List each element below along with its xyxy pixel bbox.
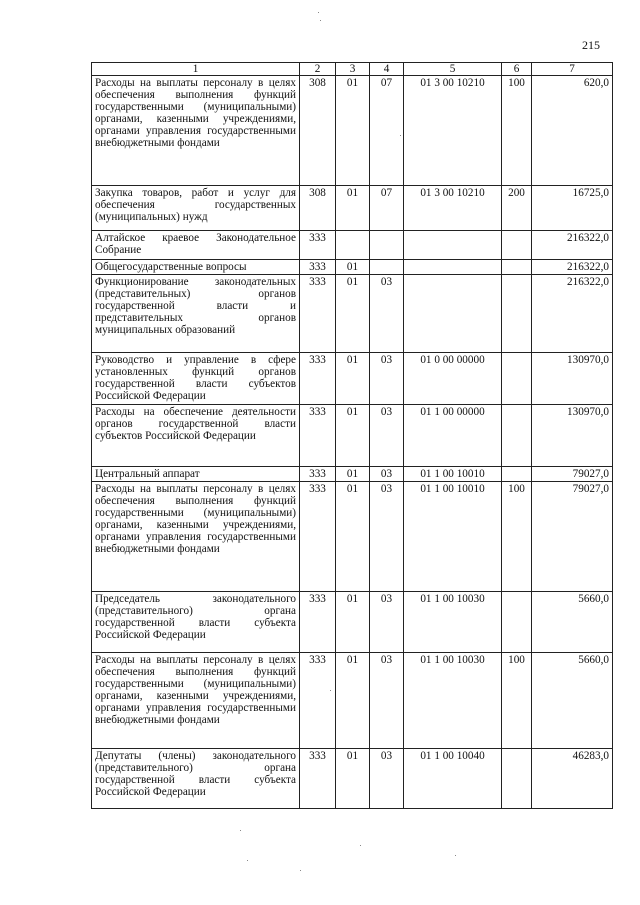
row-vr: 100	[502, 76, 532, 186]
table-row	[92, 186, 613, 231]
row-csr	[404, 260, 502, 275]
table-row	[92, 353, 613, 405]
row-csr: 01 1 00 10040	[404, 749, 502, 809]
row-name: Расходы на выплаты персоналу в целях обеспечения выполнения функций государственными (муниципальными) органами, казенными учреждениями, органами управления государственными внебюджетными фондами	[92, 653, 300, 749]
row-pr: 03	[370, 353, 404, 405]
table-header-row	[92, 63, 613, 76]
row-vr	[502, 467, 532, 482]
row-pr: 03	[370, 749, 404, 809]
row-vr	[502, 405, 532, 467]
col-header-4: 4	[370, 63, 404, 76]
row-rz: 01	[336, 76, 370, 186]
table-row	[92, 653, 613, 749]
row-sum: 79027,0	[532, 467, 613, 482]
row-sum: 16725,0	[532, 186, 613, 231]
row-rz: 01	[336, 260, 370, 275]
row-pr: 03	[370, 592, 404, 653]
row-ved: 333	[300, 275, 336, 353]
row-sum: 216322,0	[532, 260, 613, 275]
row-rz: 01	[336, 653, 370, 749]
row-name: Функционирование законодательных (представительных) органов государственной власти и представительных органов муниципальных образований	[92, 275, 300, 353]
row-csr: 01 1 00 10030	[404, 592, 502, 653]
col-header-6: 6	[502, 63, 532, 76]
row-vr	[502, 353, 532, 405]
row-pr: 03	[370, 405, 404, 467]
row-ved: 333	[300, 749, 336, 809]
table-row	[92, 592, 613, 653]
row-vr: 100	[502, 482, 532, 592]
row-vr: 100	[502, 653, 532, 749]
row-csr: 01 3 00 10210	[404, 76, 502, 186]
row-sum: 79027,0	[532, 482, 613, 592]
row-sum: 5660,0	[532, 653, 613, 749]
row-ved: 333	[300, 405, 336, 467]
page-number: 215	[582, 38, 600, 52]
row-rz: 01	[336, 275, 370, 353]
row-sum: 620,0	[532, 76, 613, 186]
row-ved: 333	[300, 653, 336, 749]
row-vr	[502, 260, 532, 275]
row-csr	[404, 275, 502, 353]
row-ved: 333	[300, 592, 336, 653]
row-pr: 03	[370, 653, 404, 749]
row-sum: 5660,0	[532, 592, 613, 653]
row-sum: 130970,0	[532, 353, 613, 405]
row-csr: 01 1 00 10010	[404, 482, 502, 592]
row-pr: 03	[370, 275, 404, 353]
table-row	[92, 467, 613, 482]
row-pr: 07	[370, 76, 404, 186]
table-row	[92, 260, 613, 275]
row-pr: 07	[370, 186, 404, 231]
row-name: Расходы на обеспечение деятельности органов государственной власти субъектов Российской Федерации	[92, 405, 300, 467]
row-vr	[502, 592, 532, 653]
col-header-5: 5	[404, 63, 502, 76]
row-pr: 03	[370, 467, 404, 482]
row-name: Алтайское краевое Законодательное Собрание	[92, 231, 300, 260]
col-header-1: 1	[92, 63, 300, 76]
row-sum: 216322,0	[532, 231, 613, 260]
row-name: Руководство и управление в сфере установленных функций органов государственной власти субъектов Российской Федерации	[92, 353, 300, 405]
row-rz: 01	[336, 186, 370, 231]
table-row	[92, 405, 613, 467]
row-ved: 333	[300, 260, 336, 275]
row-ved: 333	[300, 231, 336, 260]
row-rz: 01	[336, 482, 370, 592]
row-pr: 03	[370, 482, 404, 592]
row-sum: 46283,0	[532, 749, 613, 809]
row-name: Центральный аппарат	[92, 467, 300, 482]
row-csr	[404, 231, 502, 260]
row-name: Закупка товаров, работ и услуг для обеспечения государственных (муниципальных) нужд	[92, 186, 300, 231]
row-rz: 01	[336, 467, 370, 482]
row-rz: 01	[336, 592, 370, 653]
row-name: Депутаты (члены) законодательного (представительного) органа государственной власти субъекта Российской Федерации	[92, 749, 300, 809]
row-csr: 01 1 00 00000	[404, 405, 502, 467]
row-ved: 308	[300, 186, 336, 231]
budget-table	[91, 62, 613, 809]
row-csr: 01 0 00 00000	[404, 353, 502, 405]
row-name: Расходы на выплаты персоналу в целях обеспечения выполнения функций государственными (муниципальными) органами, казенными учреждениями, органами управления государственными внебюджетными фондами	[92, 76, 300, 186]
row-ved: 308	[300, 76, 336, 186]
col-header-7: 7	[532, 63, 613, 76]
row-name: Общегосударственные вопросы	[92, 260, 300, 275]
row-ved: 333	[300, 353, 336, 405]
row-sum: 130970,0	[532, 405, 613, 467]
row-csr: 01 1 00 10030	[404, 653, 502, 749]
table-row	[92, 749, 613, 809]
row-name: Расходы на выплаты персоналу в целях обеспечения выполнения функций государственными (муниципальными) органами, казенными учреждениями, органами управления государственными внебюджетными фондами	[92, 482, 300, 592]
row-vr	[502, 749, 532, 809]
row-rz	[336, 231, 370, 260]
col-header-3: 3	[336, 63, 370, 76]
row-sum: 216322,0	[532, 275, 613, 353]
row-ved: 333	[300, 467, 336, 482]
row-ved: 333	[300, 482, 336, 592]
row-rz: 01	[336, 749, 370, 809]
row-rz: 01	[336, 405, 370, 467]
row-vr	[502, 231, 532, 260]
col-header-2: 2	[300, 63, 336, 76]
row-rz: 01	[336, 353, 370, 405]
row-vr	[502, 275, 532, 353]
row-csr: 01 3 00 10210	[404, 186, 502, 231]
table-row	[92, 482, 613, 592]
row-name: Председатель законодательного (представительного) органа государственной власти субъекта Российской Федерации	[92, 592, 300, 653]
row-pr	[370, 231, 404, 260]
table-row	[92, 76, 613, 186]
row-csr: 01 1 00 10010	[404, 467, 502, 482]
table-row	[92, 231, 613, 260]
row-pr	[370, 260, 404, 275]
table-row	[92, 275, 613, 353]
row-vr: 200	[502, 186, 532, 231]
